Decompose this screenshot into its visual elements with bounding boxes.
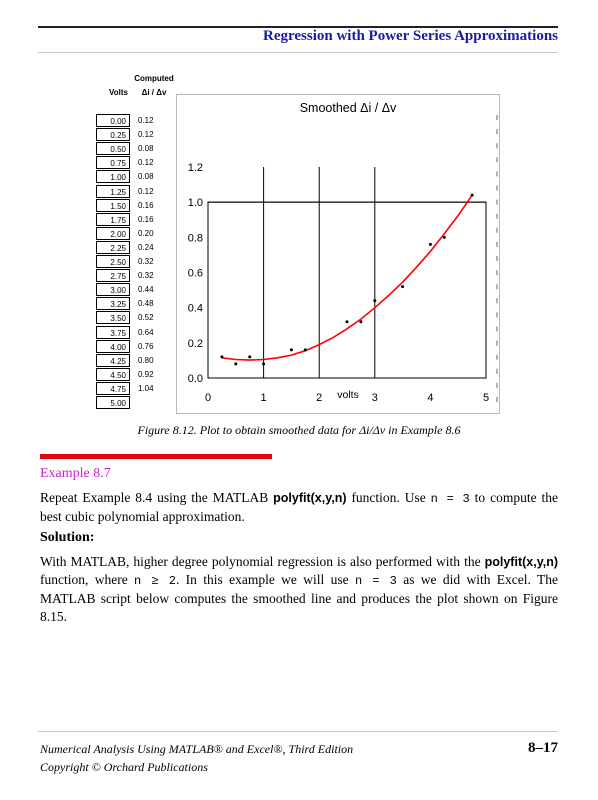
data-point xyxy=(373,299,376,302)
di-dv-cell: 0.12 xyxy=(138,158,154,168)
chart-border xyxy=(177,95,500,414)
y-tick-label: 0.4 xyxy=(187,302,203,315)
di-dv-cell: 0.08 xyxy=(138,172,154,182)
volts-cell: 4.50 xyxy=(96,368,130,381)
text-run: as we did with Excel. The MATLAB script below computes the smoothed line and produces the plot shown on Figure 8.15. xyxy=(40,572,558,624)
volts-cell: 1.00 xyxy=(96,170,130,183)
volts-cell: 1.25 xyxy=(96,185,130,198)
y-tick-label: 0.0 xyxy=(187,373,203,385)
figure-caption: Figure 8.12. Plot to obtain smoothed data for Δi/Δv in Example 8.6 xyxy=(137,423,461,437)
text-run: to compute the best cubic polynomial approximation. xyxy=(40,490,558,524)
data-point xyxy=(429,243,432,246)
spreadsheet-table xyxy=(96,70,176,414)
example-heading: Example 8.7 xyxy=(40,466,111,481)
chart-title: Smoothed Δi / Δv xyxy=(299,101,397,115)
red-separator-bar xyxy=(40,454,272,459)
x-tick-label: 0 xyxy=(204,392,212,404)
solution-paragraph xyxy=(40,553,558,626)
di-dv-cell: 0.32 xyxy=(138,271,154,281)
footer-rule xyxy=(38,731,558,732)
data-point xyxy=(359,320,362,323)
data-point xyxy=(248,355,251,358)
smoothed-chart xyxy=(176,94,500,414)
footer-copyright: Copyright © Orchard Publications xyxy=(40,760,208,774)
di-dv-cell: 0.12 xyxy=(138,130,154,140)
footer-book-title: Numerical Analysis Using MATLAB® and Excel®, Third Edition xyxy=(40,742,354,756)
di-dv-cell: 1.04 xyxy=(138,383,154,393)
di-dv-cell: 0.12 xyxy=(138,186,154,196)
inline-code: polyfit(x,y,n) xyxy=(484,555,558,569)
data-point xyxy=(471,194,474,197)
di-dv-cell: 0.80 xyxy=(138,355,154,365)
data-point xyxy=(220,355,223,358)
di-dv-cell: 0.52 xyxy=(138,313,154,323)
volts-cell: 2.75 xyxy=(96,269,130,282)
volts-cell: 1.75 xyxy=(96,213,130,226)
volts-cell: 2.50 xyxy=(96,255,130,268)
data-point xyxy=(443,236,446,239)
volts-cell: 1.50 xyxy=(96,199,130,212)
col-header-volts: Volts xyxy=(109,88,128,97)
di-dv-cell xyxy=(132,396,170,409)
volts-cell: 3.50 xyxy=(96,311,130,324)
volts-cell: 2.25 xyxy=(96,241,130,254)
volts-cell: 3.25 xyxy=(96,297,130,310)
volts-cell: 0.75 xyxy=(96,156,130,169)
di-dv-cell: 0.24 xyxy=(138,242,154,252)
text-run: function, where xyxy=(40,572,135,587)
di-dv-cell: 0.16 xyxy=(138,200,154,210)
di-dv-cell: 0.08 xyxy=(138,144,154,154)
x-tick-label: 5 xyxy=(482,392,490,404)
volts-cell: 4.75 xyxy=(96,382,130,395)
data-point xyxy=(234,362,237,365)
right-column-marks xyxy=(494,110,500,410)
data-point xyxy=(401,285,404,288)
data-point xyxy=(304,348,307,351)
text-run: function. Use xyxy=(346,490,431,505)
di-dv-cell: 0.20 xyxy=(138,228,154,238)
text-run: Repeat Example 8.4 using the MATLAB xyxy=(40,490,274,505)
di-dv-cell: 0.92 xyxy=(138,369,154,379)
di-dv-cell: 0.44 xyxy=(138,285,154,295)
volts-cell: 0.00 xyxy=(96,114,130,127)
inline-code: polyfit(x,y,n) xyxy=(273,491,347,505)
di-dv-cell: 0.16 xyxy=(138,214,154,224)
y-tick-label: 1.2 xyxy=(187,162,203,174)
y-tick-label: 0.2 xyxy=(187,337,203,350)
di-dv-cell: 0.32 xyxy=(138,257,154,266)
di-dv-cell: 0.48 xyxy=(138,299,154,309)
data-point xyxy=(262,362,265,365)
plot-area-frame xyxy=(208,202,486,378)
volts-cell: 4.00 xyxy=(96,340,130,353)
volts-cell: 3.75 xyxy=(96,326,130,339)
solution-label: Solution: xyxy=(40,530,95,545)
volts-cell: 5.00 xyxy=(96,396,130,409)
inline-math: n = 3 xyxy=(430,492,470,506)
y-tick-label: 1.0 xyxy=(187,197,203,210)
data-points xyxy=(220,194,473,366)
di-dv-cell: 0.12 xyxy=(138,116,154,125)
inline-math: n = 3 xyxy=(354,574,397,588)
running-header-title: Regression with Power Series Approximations xyxy=(263,28,558,44)
x-tick-label: 1 xyxy=(260,392,267,404)
smoothed-curve xyxy=(222,195,472,360)
example-paragraph xyxy=(40,489,558,526)
page-number: 8–17 xyxy=(528,740,558,756)
text-run: With MATLAB, higher degree polynomial regression is also performed with the xyxy=(40,554,485,569)
col-header-computed: Computed xyxy=(134,74,174,83)
volts-cell: 2.00 xyxy=(96,227,130,240)
header-rule xyxy=(38,52,558,53)
x-tick-label: 2 xyxy=(316,392,323,404)
figure-8-12 xyxy=(96,70,500,414)
text-run: . In this example we will use xyxy=(175,572,355,587)
di-dv-cell: 0.64 xyxy=(138,327,154,337)
y-tick-label: 0.6 xyxy=(187,267,203,280)
x-tick-label: 3 xyxy=(371,392,378,404)
y-tick-label: 0.8 xyxy=(187,232,203,245)
di-dv-cell: 0.76 xyxy=(138,341,154,351)
gridlines xyxy=(208,167,486,378)
col-header-di-dv: Δi / Δv xyxy=(141,88,167,97)
inline-math: n ≥ 2 xyxy=(134,574,176,588)
data-point xyxy=(290,348,293,351)
volts-cell: 4.25 xyxy=(96,354,130,367)
y-axis-ticks xyxy=(188,162,203,385)
x-axis-label: volts xyxy=(337,389,359,401)
x-tick-label: 4 xyxy=(427,392,434,404)
volts-cell: 3.00 xyxy=(96,283,130,296)
volts-cell: 0.25 xyxy=(96,128,130,141)
volts-cell: 0.50 xyxy=(96,142,130,155)
data-point xyxy=(346,320,349,323)
